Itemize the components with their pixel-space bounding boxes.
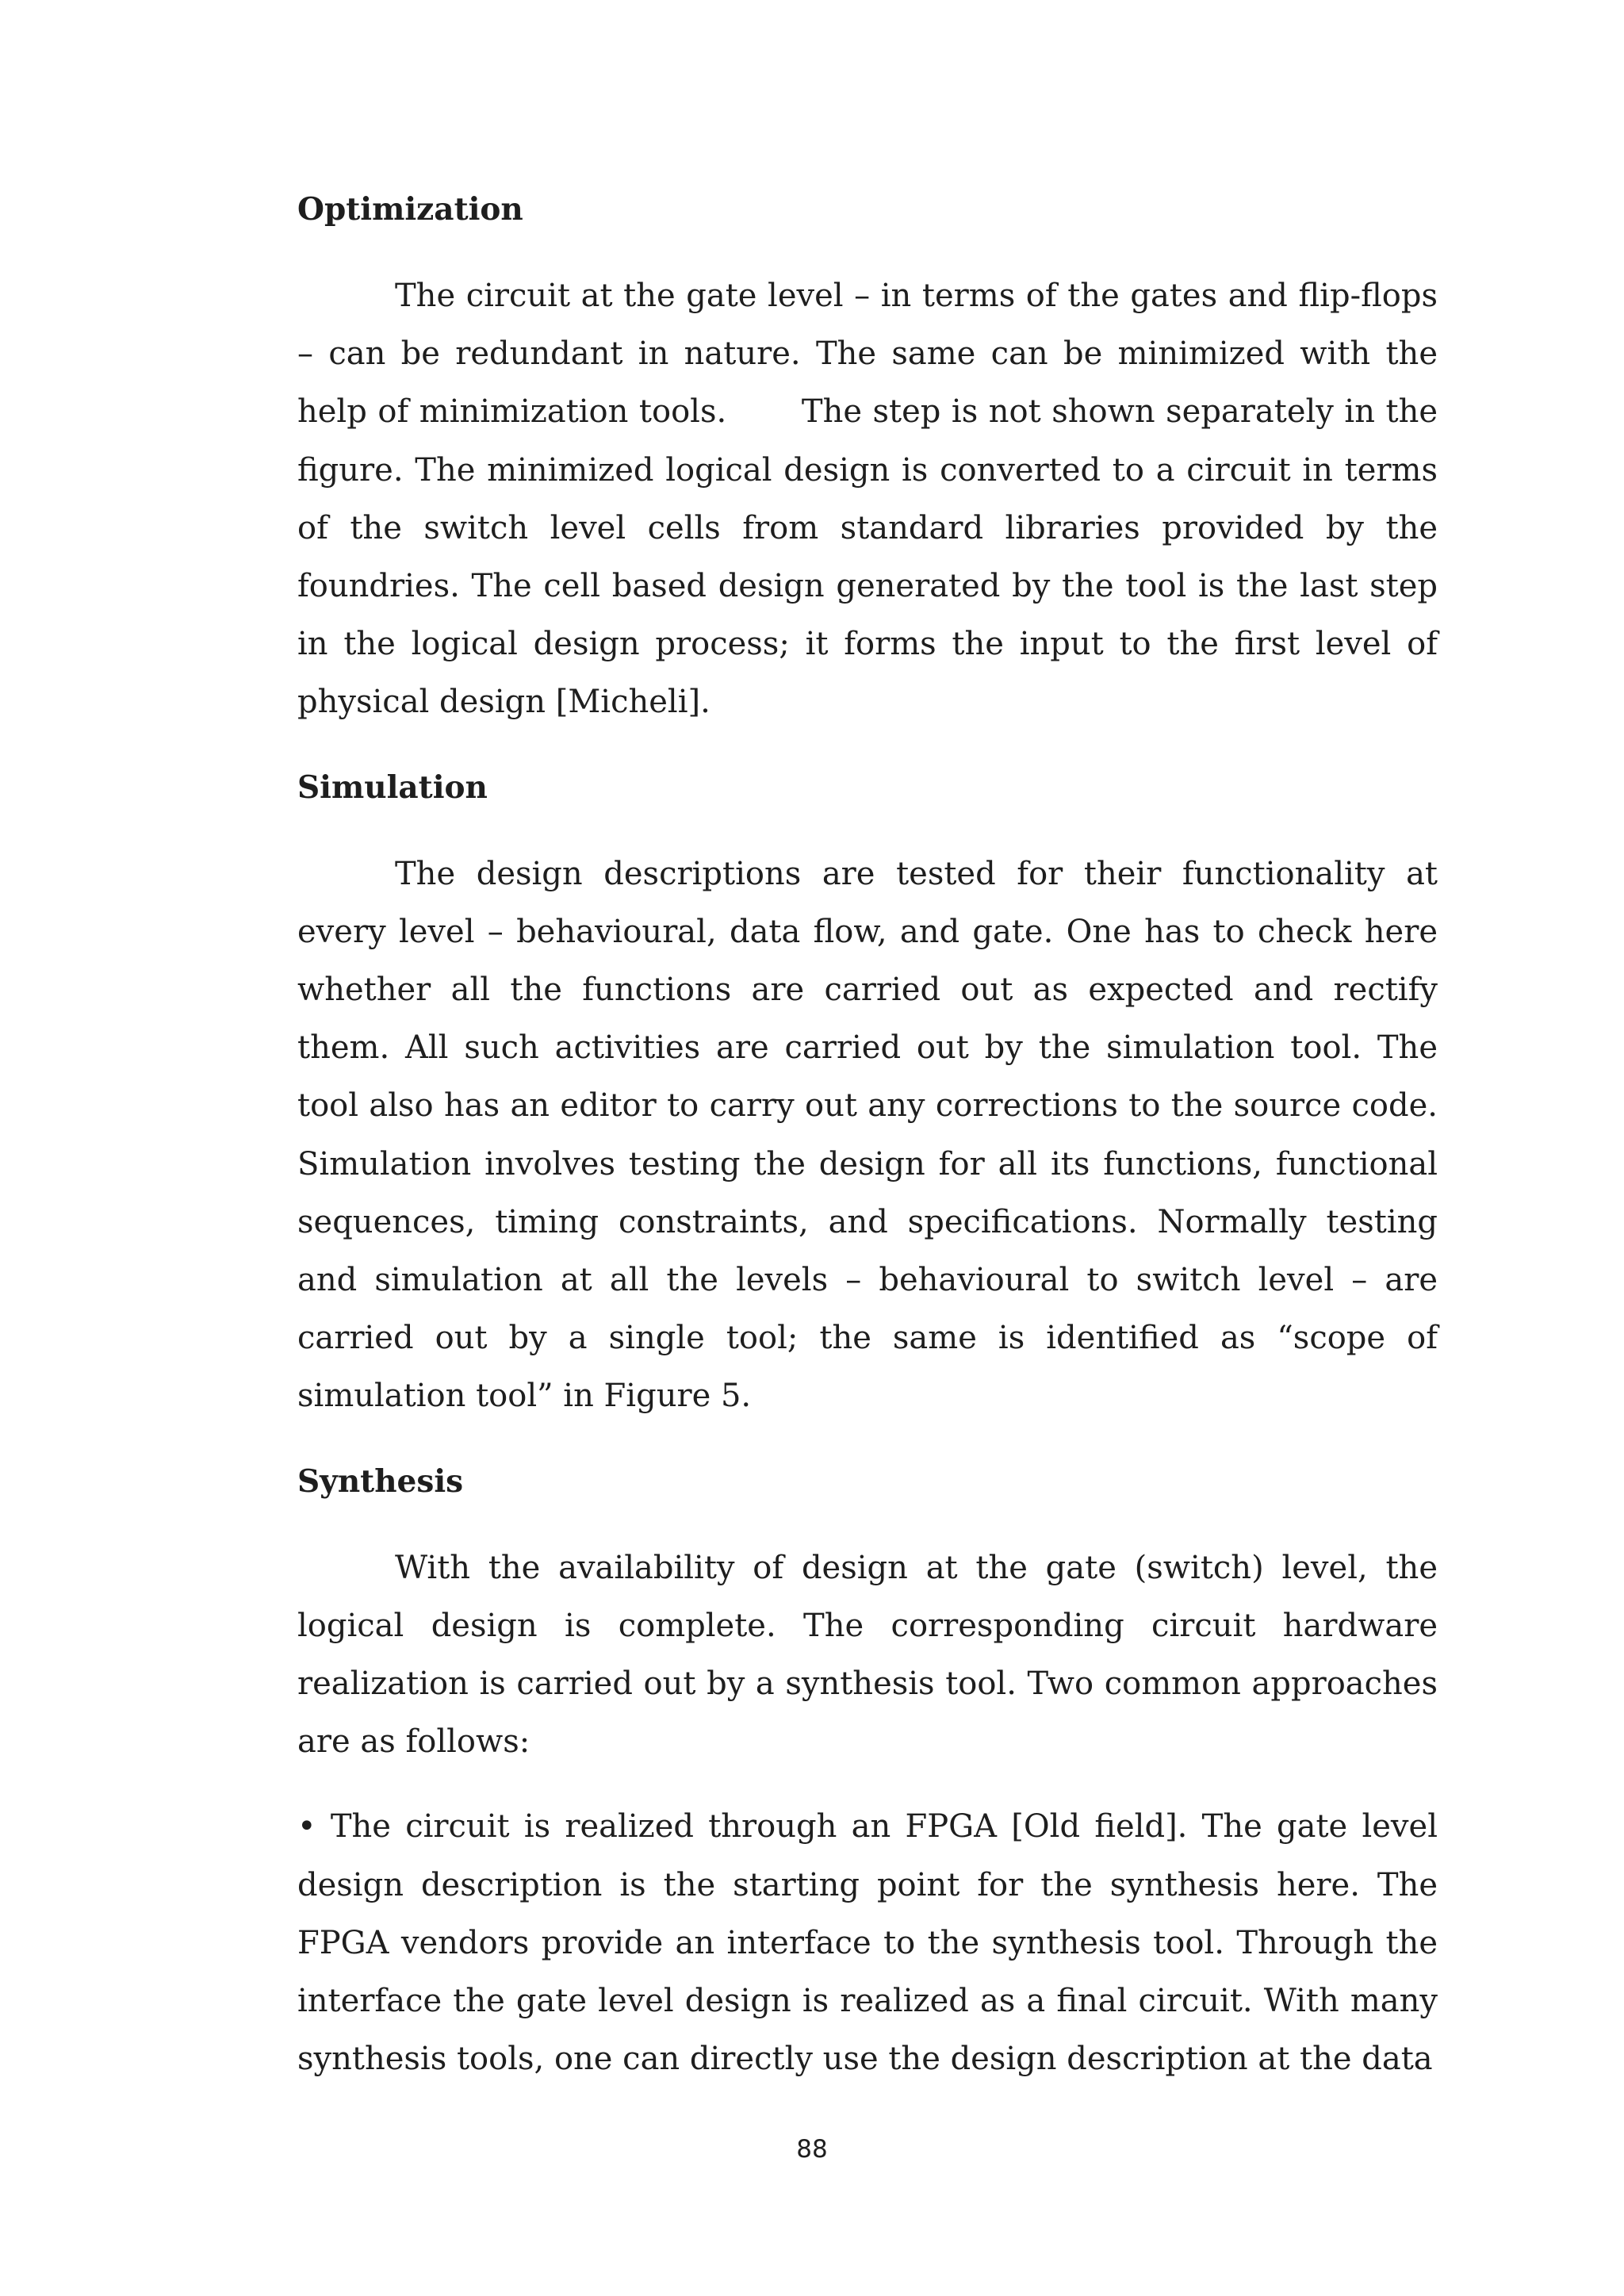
- synthesis-heading: Synthesis: [297, 1462, 464, 1500]
- simulation-heading: Simulation: [297, 769, 488, 806]
- simulation-paragraph: The design descriptions are tested for their functionality at every level – behavioural, data flow, and gate. One has to check here whether all the functions are carried out as expected and rectify them. All such activities are carried out by the simulation tool. The tool also has an editor to carry out any corrections to the source code. Simulation involves testing the design for all its functions, functional sequences, timing constraints, and specifications. Normally testing and simulation at all the levels – behavioural to switch level – are carried out by a single tool; the same is identified as “scope of simulation tool” in Figure 5.: [297, 855, 1438, 1415]
- page-content: [297, 181, 1448, 2115]
- optimization-heading: Optimization: [297, 191, 523, 228]
- synthesis-paragraph: With the availability of design at the gate (switch) level, the logical design is complete. The corresponding circuit hardware realization is carried out by a synthesis tool. Two common approaches are as follows:: [297, 1549, 1438, 1761]
- page-number: 88: [796, 2135, 828, 2164]
- optimization-paragraph: The circuit at the gate level – in terms of the gates and flip-flops – can be redundant in nature. The same can be minimized with the help of minimization tools. The step is not shown separately in the figure. The minimized logical design is converted to a circuit in terms of the switch level cells from standard libraries provided by the foundries. The cell based design generated by the tool is the last step in the logical design process; it forms the input to the first level of physical design [Micheli].: [297, 278, 1448, 721]
- synthesis-bullet-item: • The circuit is realized through an FPGA [Old field]. The gate level design description is the starting point for the synthesis here. The FPGA vendors provide an interface to the synthesis tool. Through the interface the gate level design is realized as a final circuit. With many synthesis tools, one can directly use the design description at the data: [297, 1808, 1438, 2078]
